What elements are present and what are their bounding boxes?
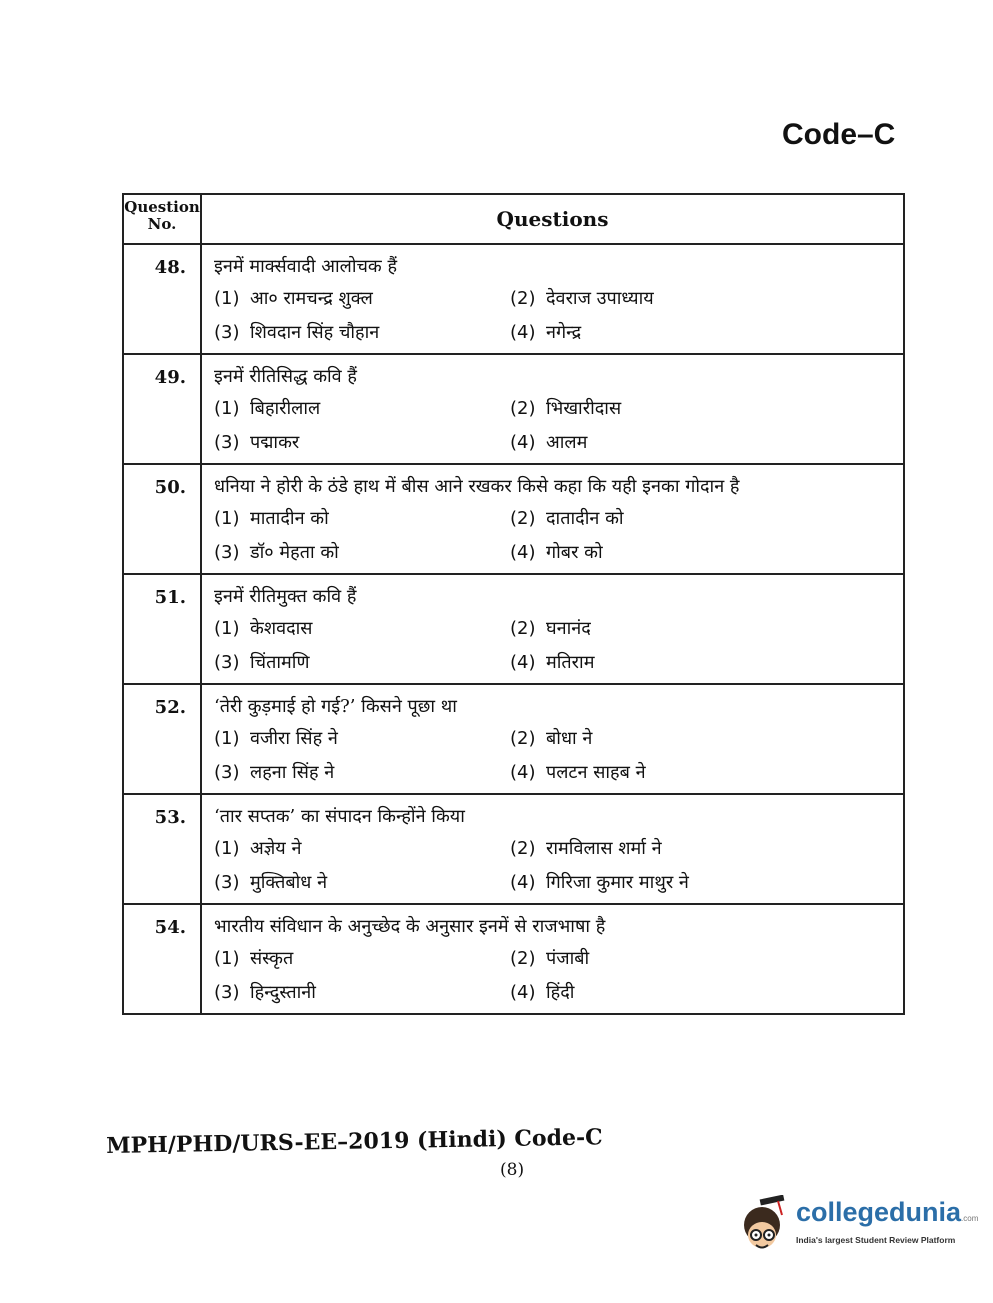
option-text: मतिराम xyxy=(546,652,595,673)
option-number: (4) xyxy=(510,762,536,783)
option-text: बिहारीलाल xyxy=(250,398,321,419)
option-number: (1) xyxy=(214,618,240,639)
questions-body xyxy=(123,244,904,1014)
option-number: (3) xyxy=(214,432,240,453)
option-4 xyxy=(510,761,893,785)
option-3 xyxy=(214,321,510,345)
option-text: पद्माकर xyxy=(250,432,300,453)
question-cell xyxy=(201,684,904,794)
option-text: गिरिजा कुमार माथुर ने xyxy=(546,872,689,893)
footer-title: MPH/PHD/URS-EE–2019 (Hindi) Code-C xyxy=(106,1124,603,1159)
option-2 xyxy=(510,287,893,311)
option-number: (2) xyxy=(510,948,536,969)
option-text: हिंदी xyxy=(546,982,575,1003)
option-number: (4) xyxy=(510,872,536,893)
option-number: (1) xyxy=(214,288,240,309)
table-row xyxy=(123,574,904,684)
question-text: इनमें मार्क्सवादी आलोचक हैं xyxy=(214,256,398,277)
table-header-row xyxy=(123,194,904,244)
question-number: 53. xyxy=(123,794,201,904)
table-row xyxy=(123,684,904,794)
option-4 xyxy=(510,321,893,345)
option-2 xyxy=(510,837,893,861)
collegedunia-logo[interactable] xyxy=(738,1195,979,1259)
option-text: पलटन साहब ने xyxy=(546,762,646,783)
question-text: ‘तार सप्तक’ का संपादन किन्होंने किया xyxy=(214,806,465,827)
question-number: 51. xyxy=(123,574,201,684)
option-number: (3) xyxy=(214,872,240,893)
question-number: 48. xyxy=(123,244,201,354)
option-text: बोधा ने xyxy=(546,728,593,749)
option-text: दातादीन को xyxy=(546,508,624,529)
option-2 xyxy=(510,507,893,531)
options-grid xyxy=(214,287,893,345)
question-cell xyxy=(201,464,904,574)
option-4 xyxy=(510,651,893,675)
option-text: घनानंद xyxy=(546,618,591,639)
mascot-icon xyxy=(738,1195,796,1259)
option-number: (1) xyxy=(214,728,240,749)
option-4 xyxy=(510,871,893,895)
option-number: (4) xyxy=(510,432,536,453)
option-text: नगेन्द्र xyxy=(546,322,582,343)
option-number: (3) xyxy=(214,542,240,563)
option-number: (3) xyxy=(214,762,240,783)
option-3 xyxy=(214,541,510,565)
option-text: लहना सिंह ने xyxy=(250,762,335,783)
option-3 xyxy=(214,431,510,455)
table-row xyxy=(123,464,904,574)
page-number: (8) xyxy=(500,1160,525,1180)
option-number: (4) xyxy=(510,982,536,1003)
options-grid xyxy=(214,727,893,785)
option-number: (1) xyxy=(214,838,240,859)
option-number: (1) xyxy=(214,398,240,419)
option-4 xyxy=(510,431,893,455)
option-number: (2) xyxy=(510,618,536,639)
table-row xyxy=(123,794,904,904)
question-cell xyxy=(201,354,904,464)
options-grid xyxy=(214,397,893,455)
option-3 xyxy=(214,651,510,675)
option-2 xyxy=(510,617,893,641)
option-4 xyxy=(510,541,893,565)
question-text: ‘तेरी कुड़माई हो गई?’ किसने पूछा था xyxy=(214,696,457,717)
option-1 xyxy=(214,617,510,641)
paper-code: Code–C xyxy=(782,118,896,151)
option-text: डॉ० मेहता को xyxy=(250,542,339,563)
option-2 xyxy=(510,947,893,971)
question-number: 49. xyxy=(123,354,201,464)
question-text: इनमें रीतिमुक्त कवि हैं xyxy=(214,586,357,607)
option-4 xyxy=(510,981,893,1005)
option-number: (2) xyxy=(510,838,536,859)
option-2 xyxy=(510,727,893,751)
question-text: धनिया ने होरी के ठंडे हाथ में बीस आने रखकर किसे कहा कि यही इनका गोदान है xyxy=(214,476,740,497)
option-text: मुक्तिबोध ने xyxy=(250,872,328,893)
option-number: (2) xyxy=(510,728,536,749)
option-text: रामविलास शर्मा ने xyxy=(546,838,662,859)
questions-table xyxy=(122,193,905,1015)
options-grid xyxy=(214,617,893,675)
option-number: (2) xyxy=(510,508,536,529)
logo-tagline: India's largest Student Review Platform xyxy=(796,1235,956,1245)
header-question-no: Question No. xyxy=(123,194,201,244)
options-grid xyxy=(214,507,893,565)
option-1 xyxy=(214,507,510,531)
option-number: (2) xyxy=(510,398,536,419)
options-grid xyxy=(214,947,893,1005)
option-number: (3) xyxy=(214,652,240,673)
option-1 xyxy=(214,287,510,311)
option-text: संस्कृत xyxy=(250,948,294,969)
question-number: 52. xyxy=(123,684,201,794)
option-text: आलम xyxy=(546,432,588,453)
option-text: भिखारीदास xyxy=(546,398,622,419)
option-number: (4) xyxy=(510,322,536,343)
option-text: वजीरा सिंह ने xyxy=(250,728,338,749)
option-text: अज्ञेय ने xyxy=(250,838,302,859)
option-1 xyxy=(214,837,510,861)
question-text: इनमें रीतिसिद्ध कवि हैं xyxy=(214,366,357,387)
question-number: 50. xyxy=(123,464,201,574)
option-3 xyxy=(214,761,510,785)
question-cell xyxy=(201,574,904,684)
question-cell xyxy=(201,904,904,1014)
option-number: (1) xyxy=(214,508,240,529)
option-text: शिवदान सिंह चौहान xyxy=(250,322,380,343)
option-text: आ० रामचन्द्र शुक्ल xyxy=(250,288,373,309)
option-1 xyxy=(214,397,510,421)
option-number: (4) xyxy=(510,542,536,563)
option-number: (2) xyxy=(510,288,536,309)
option-text: चिंतामणि xyxy=(250,652,310,673)
option-2 xyxy=(510,397,893,421)
option-number: (3) xyxy=(214,322,240,343)
question-number: 54. xyxy=(123,904,201,1014)
option-1 xyxy=(214,727,510,751)
question-text: भारतीय संविधान के अनुच्छेद के अनुसार इनमें से राजभाषा है xyxy=(214,916,606,937)
option-number: (1) xyxy=(214,948,240,969)
option-text: गोबर को xyxy=(546,542,603,563)
question-cell xyxy=(201,794,904,904)
table-row xyxy=(123,904,904,1014)
option-text: केशवदास xyxy=(250,618,313,639)
option-text: देवराज उपाध्याय xyxy=(546,288,654,309)
logo-wordmark: collegedunia.com xyxy=(796,1197,979,1227)
option-text: पंजाबी xyxy=(546,948,590,969)
option-text: मातादीन को xyxy=(250,508,329,529)
table-row xyxy=(123,354,904,464)
option-number: (4) xyxy=(510,652,536,673)
table-row xyxy=(123,244,904,354)
option-text: हिन्दुस्तानी xyxy=(250,982,316,1003)
option-3 xyxy=(214,981,510,1005)
options-grid xyxy=(214,837,893,895)
option-1 xyxy=(214,947,510,971)
option-3 xyxy=(214,871,510,895)
option-number: (3) xyxy=(214,982,240,1003)
question-cell xyxy=(201,244,904,354)
header-questions: Questions xyxy=(201,194,904,244)
